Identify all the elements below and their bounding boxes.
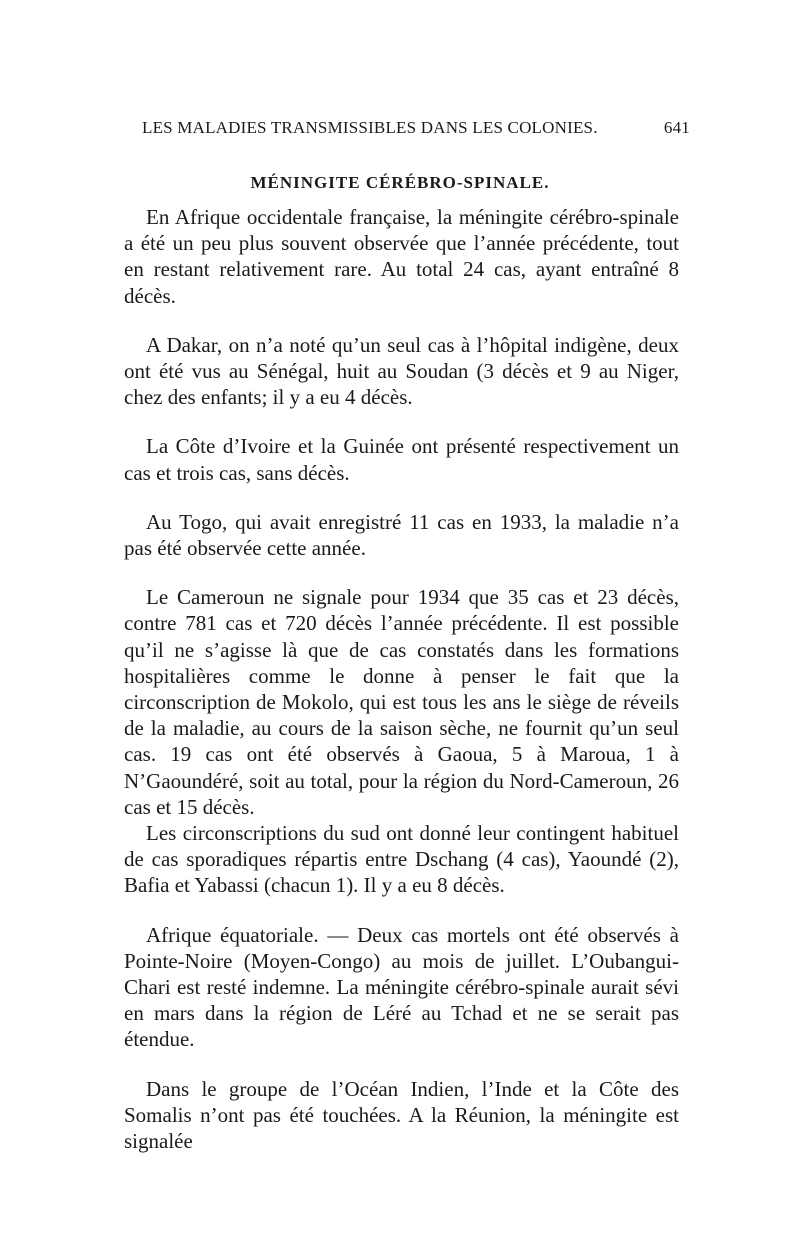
body-text — [124, 204, 679, 1154]
paragraph-ocean-indien: Dans le groupe de l’Océan Indien, l’Inde et la Côte des Somalis n’ont pas été touchées. A la Réunion, la méningite est signalée — [124, 1076, 679, 1154]
running-header — [142, 118, 690, 142]
paragraph-cameroun: Le Cameroun ne signale pour 1934 que 35 cas et 23 décès, contre 781 cas et 720 décès l’année précédente. Il est possible qu’il ne s’agisse là que de cas constatés dans les formations hospitalières comme le donne à penser le fait que la circonscription de Mokolo, qui est tous les ans le siège de réveils de la maladie, au cours de la saison sèche, ne fournit qu’un seul cas. 19 cas ont été observés à Gaoua, 5 à Maroua, 1 à N’Gaoundéré, soit au total, pour la région du Nord-Cameroun, 26 cas et 15 décès. — [124, 585, 679, 819]
paragraph-cote-ivoire: La Côte d’Ivoire et la Guinée ont présenté respectivement un cas et trois cas, sans décès. — [124, 434, 679, 485]
section-title: MÉNINGITE CÉRÉBRO-SPINALE. — [250, 173, 550, 192]
paragraph-togo: Au Togo, qui avait enregistré 11 cas en 1933, la maladie n’a pas été observée cette année. — [124, 509, 679, 561]
paragraph-cameroun-sud: Les circonscriptions du sud ont donné leur contingent habituel de cas sporadiques répartis entre Dschang (4 cas), Yaoundé (2), Bafia et Yabassi (chacun 1). Il y a eu 8 décès. — [124, 821, 679, 898]
paragraph-dakar: A Dakar, on n’a noté qu’un seul cas à l’hôpital indigène, deux ont été vus au Sénégal, huit au Soudan (3 décès et 9 au Niger, chez des enfants; il y a eu 4 décès. — [124, 332, 679, 410]
paragraph-afrique-equatoriale: Afrique équatoriale. — Deux cas mortels ont été observés à Pointe-Noire (Moyen-Congo) au mois de juillet. L’Oubangui-Chari est resté indemne. La méningite cérébro-spinale aurait sévi en mars dans la région de Léré au Tchad et ne se serait pas étendue. — [124, 922, 679, 1052]
page-number: 641 — [663, 118, 690, 137]
running-title: LES MALADIES TRANSMISSIBLES DANS LES COLONIES. — [142, 118, 598, 137]
paragraph-aof: En Afrique occidentale française, la méningite cérébro-spinale a été un peu plus souvent observée que l’année précédente, tout en restant relativement rare. Au total 24 cas, ayant entraîné 8 décès. — [124, 205, 679, 308]
